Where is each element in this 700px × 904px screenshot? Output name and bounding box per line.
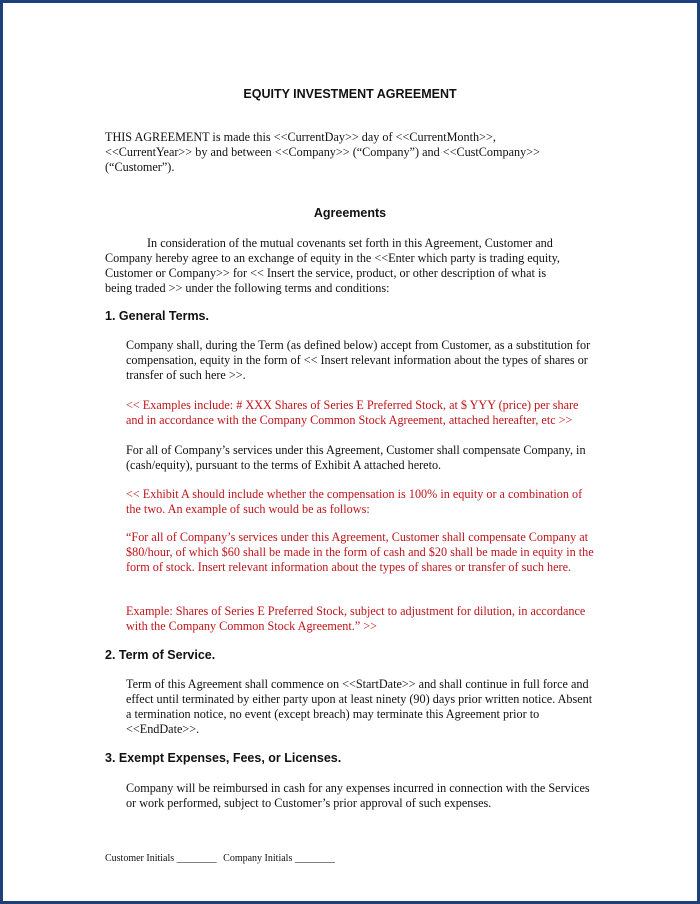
section-1-paragraph-2: << Examples include: # XXX Shares of Series E Preferred Stock, at $ YYY (price) per share and in accordance with the Company Common Stock Agreement, attached hereafter, etc >> [126, 398, 579, 427]
intro-paragraph: THIS AGREEMENT is made this <<CurrentDay>> day of <<CurrentMonth>>, <<CurrentYear>> by and between <<Company>> (“Company”) and <<CustCompany>> (“Customer”). [105, 130, 540, 174]
section-1-paragraph-3: For all of Company’s services under this Agreement, Customer shall compensate Company, in (cash/equity), pursuant to the terms of Exhibit A attached hereto. [126, 443, 586, 472]
section-2-heading: 2. Term of Service. [105, 648, 216, 662]
customer-initials-field: Customer Initials ________ [105, 853, 217, 864]
initials-footer [105, 853, 339, 865]
section-3-heading: 3. Exempt Expenses, Fees, or Licenses. [105, 751, 342, 765]
document-title: EQUITY INVESTMENT AGREEMENT [243, 87, 457, 101]
section-3-paragraph-1: Company will be reimbursed in cash for any expenses incurred in connection with the Services or work performed, subject to Customer’s prior approval of such expenses. [126, 781, 590, 810]
section-1-paragraph-5: “For all of Company’s services under this Agreement, Customer shall compensate Company at $80/hour, of which $60 shall be made in the form of cash and $20 shall be made in equity in the form of stock. Insert relevant information about the types of shares or transfer of such here. [126, 530, 594, 574]
document-page [3, 3, 697, 901]
section-1-paragraph-1: Company shall, during the Term (as defined below) accept from Customer, as a substitution for compensation, equity in the form of << Insert relevant information about the types of shares or transfer of such here >>. [126, 338, 591, 382]
section-1-heading: 1. General Terms. [105, 309, 209, 323]
recital-paragraph: In consideration of the mutual covenants set forth in this Agreement, Customer and Company hereby agree to an exchange of equity in the <<Enter which party is trading equity, Customer or Company>> for << Insert the service, product, or other description of what is being traded >> under the following terms and conditions: [105, 236, 560, 295]
company-initials-field: Company Initials ________ [223, 853, 335, 864]
section-1-paragraph-4: << Exhibit A should include whether the compensation is 100% in equity or a combination of the two. An example of such would be as follows: [126, 487, 583, 516]
section-1-paragraph-6: Example: Shares of Series E Preferred Stock, subject to adjustment for dilution, in accordance with the Company Common Stock Agreement.” >> [126, 604, 586, 633]
section-2-paragraph-1: Term of this Agreement shall commence on <<StartDate>> and shall continue in full force and effect until terminated by either party upon at least ninety (90) days prior written notice. Absent a termination notice, no event (except breach) may terminate this Agreement prior to <<EndDate>>. [126, 677, 593, 736]
agreements-heading: Agreements [313, 206, 387, 220]
